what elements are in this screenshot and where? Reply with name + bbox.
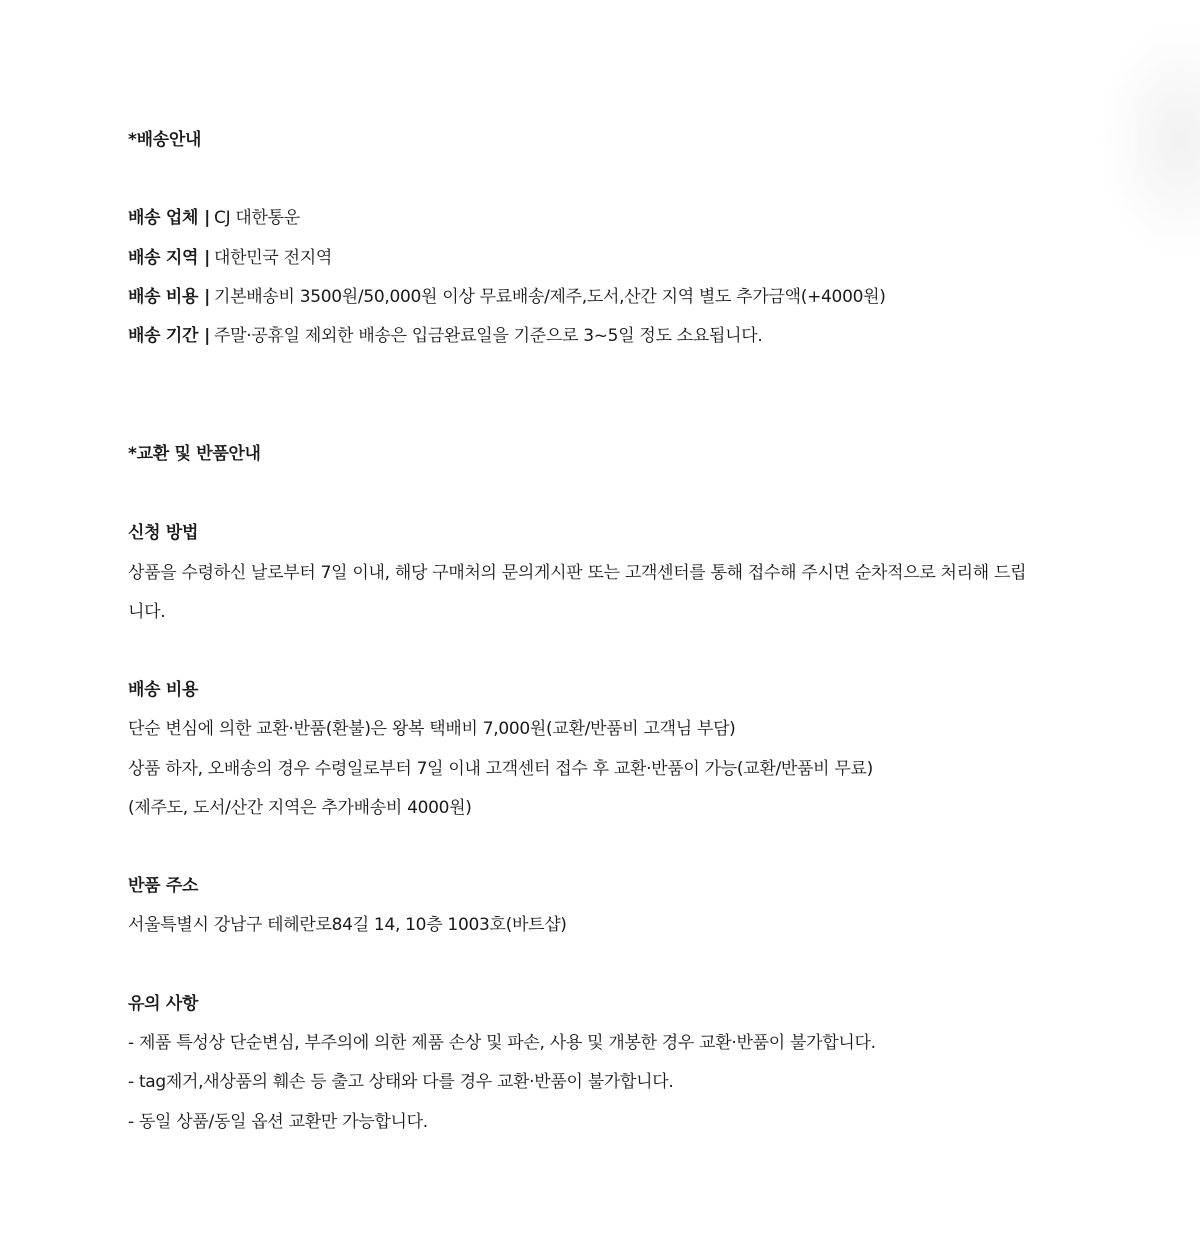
decorative-glow: [1100, 20, 1200, 260]
shipping-carrier-label: 배송 업체: [128, 208, 199, 228]
cost-line: 단순 변심에 의한 교환·반품(환불)은 왕복 택배비 7,000원(교환/반품비 고객님 부담): [128, 719, 736, 739]
method-line: 상품을 수령하신 날로부터 7일 이내, 해당 구매처의 문의게시판 또는 고객센터를 통해 접수해 주시면 순차적으로 처리해 드립: [128, 563, 1027, 583]
shipping-carrier-row: [128, 206, 300, 230]
address-line: 서울특별시 강남구 테헤란로84길 14, 10층 1003호(바트샵): [128, 915, 567, 935]
separator: |: [204, 248, 211, 268]
separator: |: [204, 208, 211, 228]
shipping-period-value: 주말·공휴일 제외한 배송은 입금완료일을 기준으로 3~5일 정도 소요됩니다.: [214, 326, 763, 346]
shipping-region-value: 대한민국 전지역: [214, 248, 332, 268]
separator: |: [204, 287, 211, 307]
method-heading: 신청 방법: [128, 523, 199, 543]
shipping-cost-row: [128, 285, 886, 309]
separator: |: [204, 326, 211, 346]
cost-line: 상품 하자, 오배송의 경우 수령일로부터 7일 이내 고객센터 접수 후 교환·반품이 가능(교환/반품비 무료): [128, 759, 873, 779]
shipping-region-label: 배송 지역: [128, 248, 199, 268]
cost-heading: 배송 비용: [128, 680, 199, 700]
shipping-region-row: [128, 246, 332, 270]
notes-line: - tag제거,새상품의 훼손 등 출고 상태와 다를 경우 교환·반품이 불가합니다.: [128, 1072, 674, 1092]
method-line: 니다.: [128, 602, 166, 622]
shipping-cost-value: 기본배송비 3500원/50,000원 이상 무료배송/제주,도서,산간 지역 별도 추가금액(+4000원): [214, 287, 886, 307]
shipping-period-label: 배송 기간: [128, 326, 199, 346]
address-heading: 반품 주소: [128, 876, 199, 896]
exchange-section-title: *교환 및 반품안내: [128, 444, 261, 464]
shipping-cost-label: 배송 비용: [128, 287, 199, 307]
cost-line: (제주도, 도서/산간 지역은 추가배송비 4000원): [128, 798, 472, 818]
notes-heading: 유의 사항: [128, 994, 199, 1014]
shipping-period-row: [128, 324, 762, 348]
notes-line: - 동일 상품/동일 옵션 교환만 가능합니다.: [128, 1112, 428, 1132]
notes-line: - 제품 특성상 단순변심, 부주의에 의한 제품 손상 및 파손, 사용 및 개봉한 경우 교환·반품이 불가합니다.: [128, 1033, 876, 1053]
shipping-carrier-value: CJ 대한통운: [214, 208, 300, 228]
shipping-section-title: *배송안내: [128, 130, 202, 150]
